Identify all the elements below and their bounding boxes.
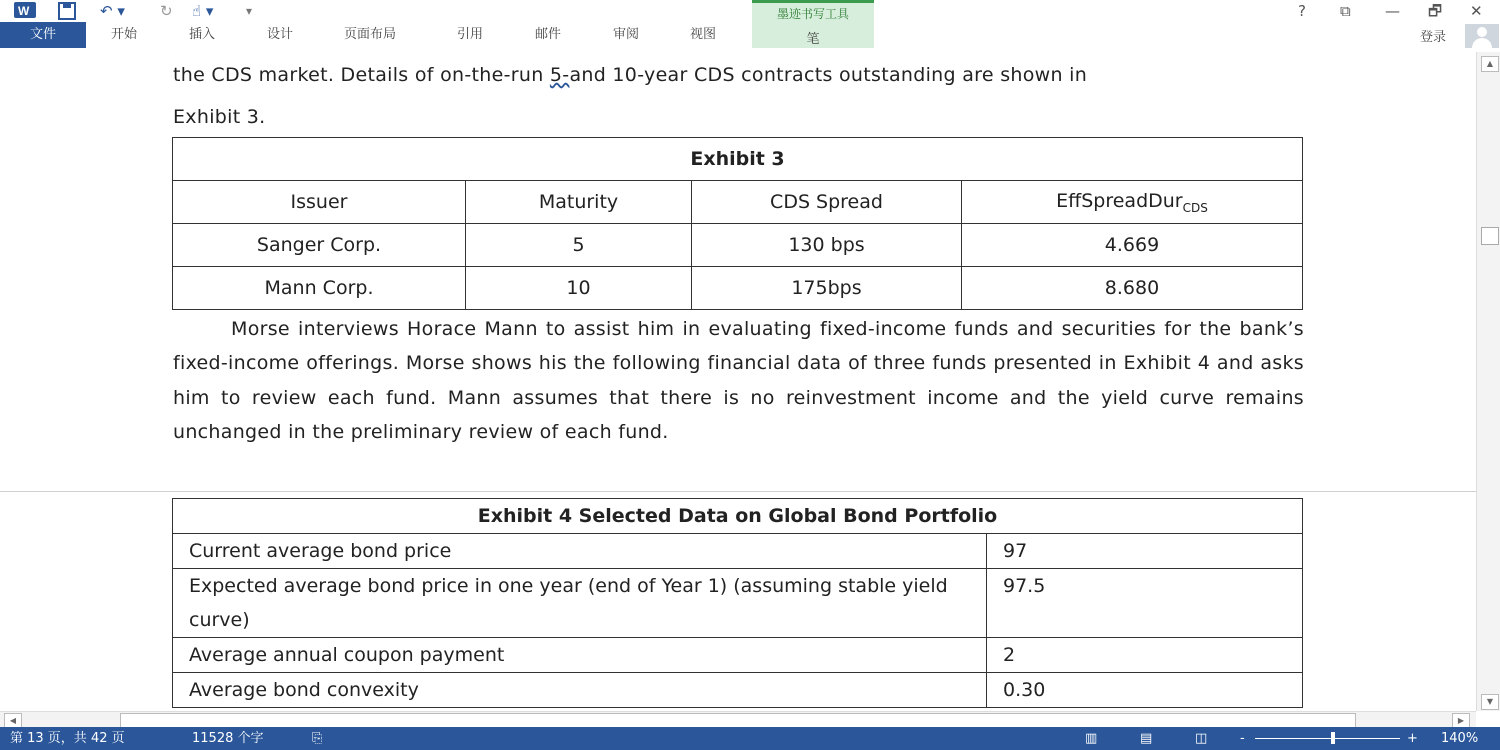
word-count[interactable]: 11528 个字 xyxy=(192,731,264,746)
table-row xyxy=(173,569,1303,638)
exhibit-3-table xyxy=(172,137,1303,310)
status-bar xyxy=(0,727,1500,750)
table-cell: 2 xyxy=(987,638,1303,673)
table-cell: Mann Corp. xyxy=(173,267,466,310)
table-header-eff-spread-dur xyxy=(962,181,1303,224)
table-row xyxy=(173,534,1303,569)
tab-file[interactable]: 文件 xyxy=(0,22,86,48)
document-page[interactable] xyxy=(0,48,1476,711)
zoom-in-button[interactable]: + xyxy=(1407,731,1418,746)
horizontal-scroll-thumb[interactable] xyxy=(120,713,1356,728)
paragraph-1-line-2: Exhibit 3. xyxy=(173,106,266,128)
table-cell: 130 bps xyxy=(692,224,962,267)
tab-pens[interactable]: 笔 xyxy=(806,32,820,47)
tab-review[interactable]: 审阅 xyxy=(613,27,640,42)
proofing-icon[interactable]: ⎘ xyxy=(312,731,323,746)
avatar-head xyxy=(1477,27,1487,37)
minimize-button[interactable]: — xyxy=(1385,2,1400,20)
vertical-scroll-thumb[interactable] xyxy=(1481,227,1499,245)
read-mode-icon[interactable]: ▥ xyxy=(1085,731,1098,746)
tab-view[interactable]: 视图 xyxy=(690,27,717,42)
svg-text:W: W xyxy=(18,4,30,18)
table-cell: Average bond convexity xyxy=(173,673,987,708)
scroll-left-icon[interactable]: ◀ xyxy=(4,713,22,728)
avatar[interactable] xyxy=(1465,24,1499,48)
zoom-out-button[interactable]: - xyxy=(1240,731,1245,746)
restore-button[interactable]: 🗗 xyxy=(1428,2,1443,20)
word-icon xyxy=(14,1,38,23)
customize-icon[interactable]: ▾ xyxy=(246,4,253,18)
help-button[interactable]: ? xyxy=(1298,2,1306,20)
print-layout-icon[interactable]: ▤ xyxy=(1140,731,1153,746)
scroll-right-icon[interactable]: ▶ xyxy=(1452,713,1470,728)
scroll-up-icon[interactable]: ▲ xyxy=(1481,56,1499,72)
page-break xyxy=(0,491,1476,492)
paragraph-2: Morse interviews Horace Mann to assist him in evaluating fixed-income funds and securities for the bank’s fixed-income offerings. Morse shows his the following financial data of three funds presented in Exhibit 4 and asks him to review each fund. Mann assumes that there is no reinvestment income and the yield curve remains unchanged in the preliminary review of each fund. xyxy=(173,318,1304,443)
table-cell: 175bps xyxy=(692,267,962,310)
table-cell: 97.5 xyxy=(987,569,1303,638)
table-row xyxy=(173,638,1303,673)
ribbon-display-button[interactable]: ⧉ xyxy=(1340,2,1351,20)
text-run: the CDS market. Details of on-the-run xyxy=(173,64,550,86)
table-cell: 5 xyxy=(466,224,692,267)
close-button[interactable]: ✕ xyxy=(1470,2,1483,20)
undo-icon[interactable]: ↶ ▾ xyxy=(100,2,125,20)
ribbon-tab-bar xyxy=(0,22,1500,48)
tab-home[interactable]: 开始 xyxy=(111,27,138,42)
page-count[interactable]: 第 13 页，共 42 页 xyxy=(10,731,125,746)
title-bar xyxy=(0,0,1500,22)
web-layout-icon[interactable]: ◫ xyxy=(1195,731,1208,746)
exhibit-4-title: Exhibit 4 Selected Data on Global Bond Portfolio xyxy=(173,499,1303,534)
table-cell: 10 xyxy=(466,267,692,310)
table-cell: Current average bond price xyxy=(173,534,987,569)
table-cell: 97 xyxy=(987,534,1303,569)
exhibit-3-title: Exhibit 3 xyxy=(173,138,1303,181)
tab-insert[interactable]: 插入 xyxy=(189,27,216,42)
login-link[interactable]: 登录 xyxy=(1420,30,1447,45)
save-icon[interactable] xyxy=(58,2,76,24)
zoom-slider-thumb[interactable] xyxy=(1331,732,1335,744)
table-cell: Expected average bond price in one year (end of Year 1) (assuming stable yield curve) xyxy=(173,569,987,638)
table-cell: Sanger Corp. xyxy=(173,224,466,267)
tab-page-layout[interactable]: 页面布局 xyxy=(344,27,397,42)
table-row xyxy=(173,673,1303,708)
table-header-maturity: Maturity xyxy=(466,181,692,224)
ink-tools-group xyxy=(752,0,874,48)
scroll-down-icon[interactable]: ▼ xyxy=(1481,694,1499,710)
table-row xyxy=(173,224,1303,267)
exhibit-4-table xyxy=(172,498,1303,708)
paragraph-1-line-1 xyxy=(173,58,1304,92)
table-header-issuer: Issuer xyxy=(173,181,466,224)
text-run: and 10-year CDS contracts outstanding are shown in xyxy=(569,64,1088,86)
table-row xyxy=(173,267,1303,310)
ink-tools-label: 墨迹书写工具 xyxy=(776,7,849,21)
avatar-body xyxy=(1472,38,1492,48)
table-cell: Average annual coupon payment xyxy=(173,638,987,673)
tab-design[interactable]: 设计 xyxy=(267,27,294,42)
header-text: EffSpreadDur xyxy=(1056,189,1183,212)
table-cell: 8.680 xyxy=(962,267,1303,310)
tab-mailings[interactable]: 邮件 xyxy=(535,27,562,42)
table-header-cds-spread: CDS Spread xyxy=(692,181,962,224)
header-subscript: CDS xyxy=(1182,200,1208,215)
zoom-level[interactable]: 140% xyxy=(1441,731,1479,746)
grammar-flag[interactable]: 5- xyxy=(549,64,570,86)
horizontal-scrollbar[interactable] xyxy=(0,711,1476,728)
table-cell: 4.669 xyxy=(962,224,1303,267)
vertical-scrollbar[interactable] xyxy=(1476,52,1500,711)
redo-icon[interactable]: ↻ xyxy=(160,2,173,20)
zoom-slider[interactable] xyxy=(1255,738,1400,739)
table-cell: 0.30 xyxy=(987,673,1303,708)
tab-references[interactable]: 引用 xyxy=(457,27,484,42)
touch-mode-icon[interactable]: ☝ ▾ xyxy=(192,2,214,20)
